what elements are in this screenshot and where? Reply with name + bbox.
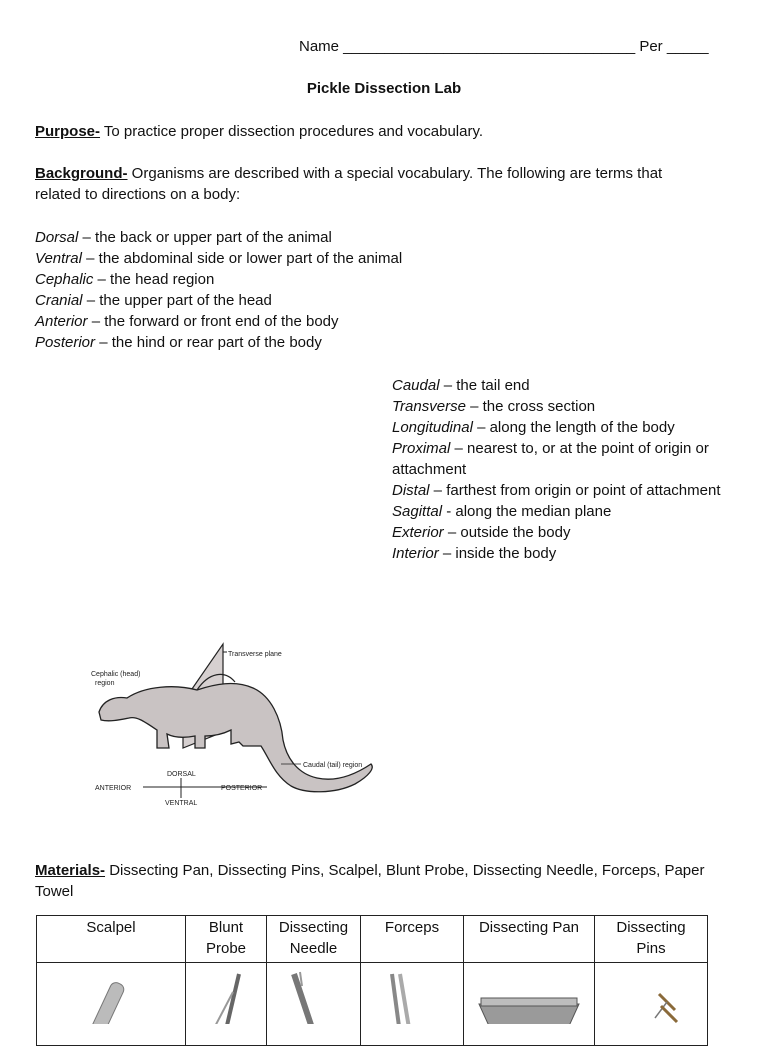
dissecting-pan-icon (469, 964, 589, 1024)
header-blunt-probe: Blunt Probe (186, 916, 267, 963)
terms-left-list (35, 227, 402, 353)
terms-right-list (392, 375, 721, 564)
term-proximal: Proximal – nearest to, or at the point of origin or (392, 440, 709, 457)
term-anterior: Anterior – the forward or front end of the body (35, 313, 339, 330)
purpose-text: To practice proper dissection procedures and vocabulary. (100, 123, 484, 140)
materials-line-2: Towel (35, 883, 74, 900)
header-dissecting-pan: Dissecting Pan (464, 916, 595, 963)
dissecting-pan-image-cell (464, 963, 595, 1046)
background-text-1: Organisms are described with a special vocabulary. The following are terms that (127, 165, 663, 182)
forceps-icon (366, 964, 458, 1024)
background-line-2: related to directions on a body: (35, 186, 241, 203)
term-dorsal: Dorsal – the back or upper part of the animal (35, 229, 332, 246)
ventral-label: VENTRAL (165, 800, 198, 807)
page-title: Pickle Dissection Lab (306, 80, 462, 97)
scalpel-image-cell (37, 963, 186, 1046)
dissecting-needle-image-cell (267, 963, 361, 1046)
dorsal-label: DORSAL (167, 771, 196, 778)
term-distal: Distal – farthest from origin or point of attachment (392, 482, 721, 499)
purpose-line (35, 121, 483, 142)
scalpel-icon (41, 964, 181, 1024)
dissecting-pins-image-cell (595, 963, 708, 1046)
table-header-row (37, 916, 708, 963)
name-period-line: Name ___________________________________ Per _____ (299, 38, 709, 55)
term-caudal: Caudal – the tail end (392, 377, 530, 394)
forceps-image-cell (361, 963, 464, 1046)
background-label: Background- (35, 165, 128, 182)
dissecting-pins-icon (601, 964, 701, 1024)
header-dissecting-needle: Dissecting Needle (267, 916, 361, 963)
body-directions-diagram (85, 636, 385, 816)
blunt-probe-image-cell (186, 963, 267, 1046)
transverse-plane-label: Transverse plane (228, 651, 282, 658)
dissecting-needle-icon (272, 964, 356, 1024)
term-cranial: Cranial – the upper part of the head (35, 292, 272, 309)
term-proximal-cont: attachment (392, 461, 467, 478)
term-interior: Interior – inside the body (392, 545, 557, 562)
term-transverse: Transverse – the cross section (392, 398, 596, 415)
term-exterior: Exterior – outside the body (392, 524, 571, 541)
blunt-probe-icon (191, 964, 261, 1024)
term-posterior: Posterior – the hind or rear part of the body (35, 334, 322, 351)
header-forceps: Forceps (361, 916, 464, 963)
materials-text-1: Dissecting Pan, Dissecting Pins, Scalpel, Blunt Probe, Dissecting Needle, Forceps, Paper (105, 862, 705, 879)
background-line-1 (35, 163, 662, 184)
materials-table (36, 915, 708, 1046)
dinosaur-body-shape (99, 684, 372, 792)
table-image-row (37, 963, 708, 1046)
cephalic-label-2: region (95, 680, 115, 687)
term-sagittal: Sagittal - along the median plane (392, 503, 612, 520)
header-dissecting-pins: Dissecting Pins (595, 916, 708, 963)
header-scalpel: Scalpel (37, 916, 186, 963)
term-longitudinal: Longitudinal – along the length of the body (392, 419, 675, 436)
materials-line-1 (35, 860, 704, 881)
posterior-label: POSTERIOR (221, 785, 263, 792)
anterior-label: ANTERIOR (95, 785, 132, 792)
cephalic-label: Cephalic (head) (91, 671, 141, 678)
materials-label: Materials- (35, 862, 106, 879)
caudal-label: Caudal (tail) region (303, 762, 363, 769)
purpose-label: Purpose- (35, 123, 101, 140)
term-ventral: Ventral – the abdominal side or lower part of the animal (35, 250, 403, 267)
term-cephalic: Cephalic – the head region (35, 271, 215, 288)
